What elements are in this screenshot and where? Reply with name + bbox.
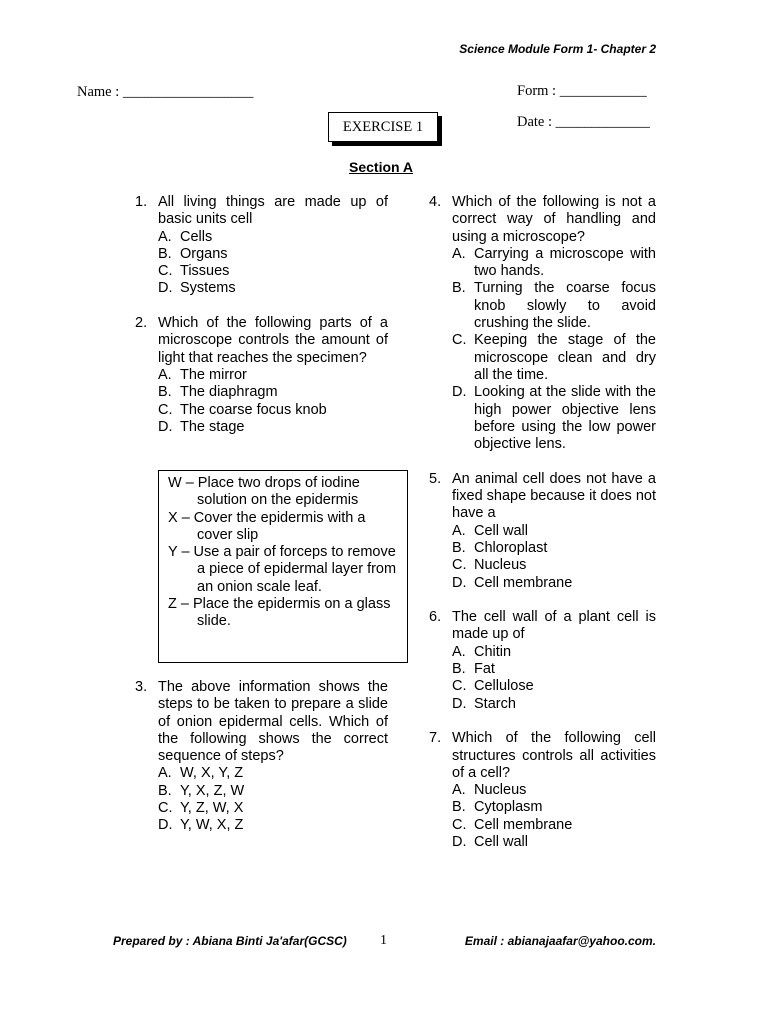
steps-info-box	[158, 470, 408, 663]
option-text: The stage	[180, 418, 245, 435]
option-letter: B.	[158, 384, 172, 401]
option-c	[452, 332, 656, 384]
option-text: The diaphragm	[180, 384, 278, 401]
left-column	[135, 194, 388, 453]
option-c	[452, 678, 656, 695]
option-text: Cell wall	[474, 522, 528, 539]
option-text: Cell wall	[474, 833, 528, 850]
option-letter: D.	[452, 574, 467, 591]
option-d	[158, 817, 388, 834]
option-c	[452, 817, 656, 834]
date-field: Date : _____________	[517, 114, 650, 130]
option-letter: D.	[452, 384, 467, 401]
option-c	[452, 557, 656, 574]
option-b	[158, 783, 388, 800]
option-b	[452, 799, 656, 816]
option-b	[158, 384, 388, 401]
question-2	[135, 315, 388, 436]
left-column-lower	[135, 679, 388, 852]
step-y: Y – Use a pair of forceps to remove a piece of epidermal layer from an onion scale leaf.	[168, 544, 397, 595]
option-text: Tissues	[180, 263, 230, 280]
option-text: Cells	[180, 228, 213, 245]
question-text: Which of the following is not a correct way of handling and using a microscope?	[452, 194, 656, 245]
option-text: W, X, Y, Z	[180, 765, 244, 782]
option-c	[158, 263, 388, 280]
option-letter: A.	[158, 228, 172, 245]
option-text: Y, Z, W, X	[180, 800, 244, 817]
option-letter: C.	[158, 401, 173, 418]
option-letter: A.	[452, 245, 466, 262]
question-number: 1.	[135, 194, 148, 210]
page-number: 1	[380, 933, 387, 948]
option-letter: A.	[452, 782, 466, 799]
question-3	[135, 679, 388, 835]
option-d	[452, 575, 656, 592]
option-letter: C.	[452, 557, 467, 574]
option-letter: B.	[452, 661, 466, 678]
option-b	[452, 280, 656, 332]
option-text: Nucleus	[474, 557, 527, 574]
question-text: Which of the following parts of a microscope controls the amount of light that reaches the specimen?	[158, 315, 388, 366]
option-letter: D.	[158, 280, 173, 297]
question-number: 4.	[429, 194, 442, 210]
option-letter: D.	[452, 833, 467, 850]
option-letter: B.	[158, 782, 172, 799]
option-a	[158, 765, 388, 782]
step-x: X – Cover the epidermis with a cover slip	[168, 509, 366, 543]
option-letter: C.	[452, 678, 467, 695]
question-text: All living things are made up of basic units cell	[158, 194, 388, 228]
exercise-label: EXERCISE 1	[342, 118, 424, 135]
question-number: 7.	[429, 730, 442, 747]
option-letter: B.	[158, 245, 172, 262]
option-b	[452, 661, 656, 678]
option-b	[158, 246, 388, 263]
option-text: Cellulose	[474, 678, 534, 695]
option-d	[452, 834, 656, 851]
option-text: Cytoplasm	[474, 799, 543, 816]
option-a	[158, 229, 388, 246]
question-4	[429, 194, 656, 453]
option-text: Nucleus	[474, 782, 527, 799]
option-a	[452, 782, 656, 799]
option-text: Cell membrane	[474, 574, 573, 591]
option-d	[158, 280, 388, 297]
option-d	[158, 419, 388, 436]
option-letter: A.	[452, 643, 466, 660]
option-letter: D.	[158, 418, 173, 435]
footer-email: Email : abianajaafar@yahoo.com.	[464, 934, 656, 948]
option-letter: C.	[452, 332, 467, 349]
option-text: Carrying a microscope with two hands.	[474, 245, 656, 280]
question-5	[429, 470, 656, 592]
question-6	[429, 609, 656, 713]
option-letter: D.	[158, 817, 173, 834]
question-text: An animal cell does not have a fixed shape because it does not have a	[452, 470, 656, 522]
option-text: Keeping the stage of the microscope clean and dry all the time.	[474, 332, 656, 383]
question-number: 6.	[429, 609, 442, 626]
option-d	[452, 384, 656, 453]
step-w: W – Place two drops of iodine solution on the epidermis	[168, 475, 360, 509]
option-b	[452, 540, 656, 557]
option-text: Y, W, X, Z	[180, 817, 244, 834]
option-a	[452, 644, 656, 661]
option-text: Turning the coarse focus knob slowly to avoid crushing the slide.	[474, 280, 656, 332]
right-column	[429, 194, 656, 869]
option-text: Fat	[474, 661, 495, 678]
question-text: The above information shows the steps to be taken to prepare a slide of onion epidermal cells. Which of the following shows the correct sequence of steps?	[158, 679, 388, 765]
option-letter: A.	[158, 765, 172, 782]
question-number: 2.	[135, 315, 148, 332]
name-field: Name : __________________	[77, 84, 254, 100]
option-text: The mirror	[180, 366, 247, 383]
option-a	[452, 246, 656, 281]
option-letter: C.	[158, 800, 173, 817]
option-text: Systems	[180, 280, 236, 297]
option-text: The coarse focus knob	[180, 401, 327, 418]
question-7	[429, 730, 656, 851]
option-letter: B.	[452, 799, 466, 816]
option-c	[158, 800, 388, 817]
step-z: Z – Place the epidermis on a glass slide.	[168, 596, 391, 630]
option-d	[452, 696, 656, 713]
option-text: Cell membrane	[474, 816, 573, 833]
exercise-label-box	[328, 112, 438, 142]
question-number: 3.	[135, 679, 148, 695]
option-text: Organs	[180, 245, 228, 262]
option-letter: C.	[158, 263, 173, 280]
section-title: Section A	[349, 159, 414, 175]
option-letter: A.	[158, 366, 172, 383]
question-number: 5.	[429, 470, 442, 487]
option-c	[158, 402, 388, 419]
question-text: The cell wall of a plant cell is made up of	[452, 609, 656, 643]
question-text: Which of the following cell structures controls all activities of a cell?	[452, 730, 656, 781]
option-letter: D.	[452, 695, 467, 712]
option-a	[452, 523, 656, 540]
option-letter: C.	[452, 816, 467, 833]
option-text: Chitin	[474, 643, 512, 660]
question-1	[135, 194, 388, 298]
option-text: Y, X, Z, W	[180, 782, 245, 799]
option-text: Chloroplast	[474, 539, 548, 556]
form-field: Form : ____________	[517, 83, 647, 99]
option-letter: B.	[452, 539, 466, 556]
option-a	[158, 367, 388, 384]
option-text: Looking at the slide with the high power objective lens before using the low power objective lens.	[474, 384, 656, 453]
option-text: Starch	[474, 695, 516, 712]
module-title: Science Module Form 1- Chapter 2	[459, 42, 656, 56]
footer-prepared-by: Prepared by : Abiana Binti Ja'afar(GCSC)	[113, 934, 347, 948]
option-letter: B.	[452, 280, 466, 297]
option-letter: A.	[452, 522, 466, 539]
